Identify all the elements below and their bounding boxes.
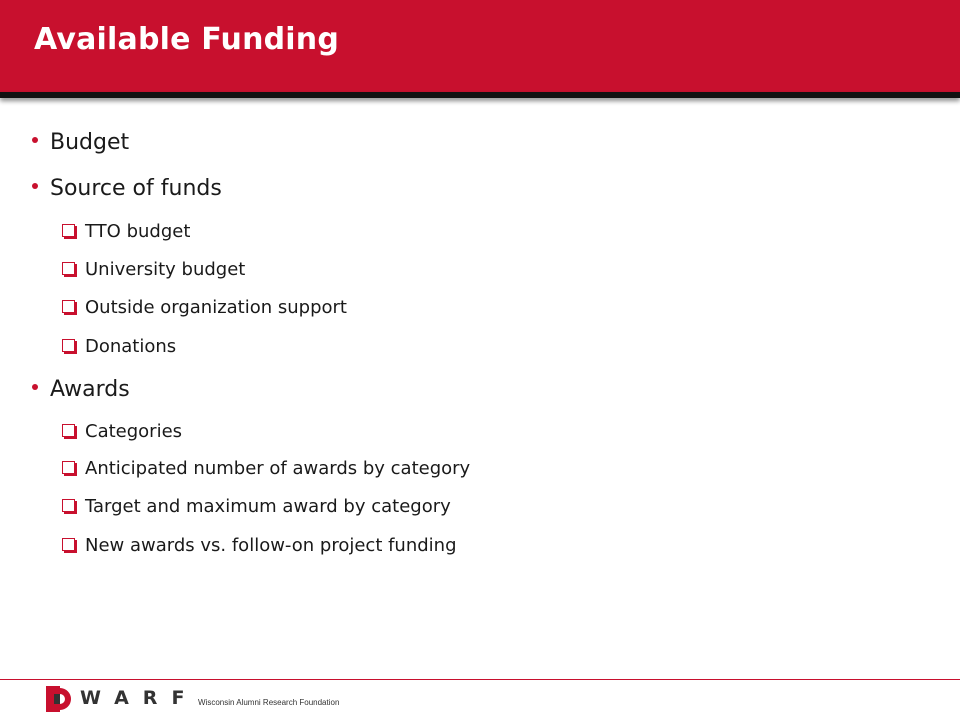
bullet-label: Source of funds	[50, 176, 222, 201]
checkbox-bullet-icon	[62, 300, 75, 313]
checkbox-bullet-icon	[62, 538, 75, 551]
awards-item	[62, 535, 457, 556]
warf-logo-text: WARF	[80, 687, 199, 709]
awards-item-label: Categories	[85, 421, 183, 442]
checkbox-bullet-icon	[62, 499, 75, 512]
funds-item	[62, 259, 245, 280]
slide-title: Available Funding	[34, 22, 340, 57]
funds-item-label: Outside organization support	[85, 297, 347, 318]
warf-logo-mark-icon	[46, 686, 74, 712]
awards-item-label: New awards vs. follow-on project funding	[85, 535, 457, 556]
warf-logo-subtitle: Wisconsin Alumni Research Foundation	[198, 698, 340, 707]
funds-item	[62, 221, 190, 242]
awards-item	[62, 496, 451, 517]
checkbox-bullet-icon	[62, 339, 75, 352]
bullet-dot-icon	[32, 384, 38, 390]
checkbox-bullet-icon	[62, 262, 75, 275]
title-divider	[0, 92, 960, 98]
awards-item	[62, 421, 182, 442]
bullet-dot-icon	[32, 137, 38, 143]
checkbox-bullet-icon	[62, 224, 75, 237]
funds-item	[62, 297, 347, 318]
bullet-label: Budget	[50, 130, 130, 155]
funds-item-label: Donations	[85, 336, 177, 357]
bullet-dot-icon	[32, 183, 38, 189]
funds-item-label: TTO budget	[85, 221, 191, 242]
footer-divider	[0, 679, 960, 680]
funds-item-label: University budget	[85, 259, 246, 280]
awards-item-label: Anticipated number of awards by category	[85, 458, 471, 479]
bullet-awards	[32, 377, 130, 402]
checkbox-bullet-icon	[62, 461, 75, 474]
funds-item	[62, 336, 176, 357]
awards-item-label: Target and maximum award by category	[85, 496, 451, 517]
checkbox-bullet-icon	[62, 424, 75, 437]
bullet-budget	[32, 130, 129, 155]
bullet-source-of-funds	[32, 176, 222, 201]
bullet-label: Awards	[50, 377, 130, 402]
awards-item	[62, 458, 470, 479]
